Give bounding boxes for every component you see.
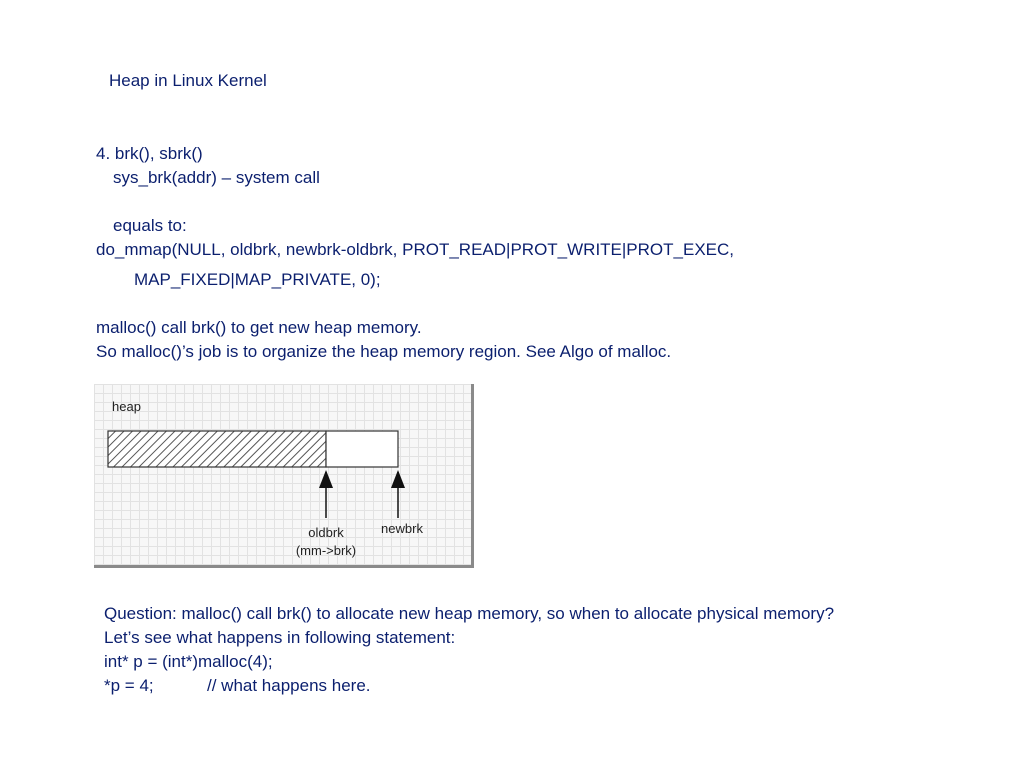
heap-brk-svg: [94, 384, 474, 568]
slide-title: Heap in Linux Kernel: [109, 71, 267, 90]
code-line-malloc: int* p = (int*)malloc(4);: [104, 652, 273, 671]
heap-label: heap: [112, 399, 141, 414]
code-line-assign: *p = 4;: [104, 676, 154, 695]
oldbrk-arrow-head: [319, 470, 333, 488]
mmap-line-1: do_mmap(NULL, oldbrk, newbrk-oldbrk, PROT_READ|PROT_WRITE|PROT_EXEC,: [96, 240, 735, 259]
heap-brk-diagram: [94, 384, 474, 568]
oldbrk-label: oldbrk: [308, 525, 344, 540]
malloc-line-2: So malloc()’s job is to organize the heap memory region. See Algo of malloc.: [96, 342, 672, 361]
question-line-1: Question: malloc() call brk() to allocate new heap memory, so when to allocate physical memory?: [104, 604, 835, 623]
newbrk-label: newbrk: [381, 521, 423, 536]
question-line-2: Let’s see what happens in following statement:: [104, 628, 456, 647]
oldbrk-sublabel: (mm->brk): [295, 543, 357, 558]
newbrk-arrow-head: [391, 470, 405, 488]
code-comment: // what happens here.: [207, 676, 371, 695]
new-heap-region: [326, 431, 398, 467]
malloc-line-1: malloc() call brk() to get new heap memory.: [96, 318, 422, 337]
syscall-line: sys_brk(addr) – system call: [113, 168, 320, 187]
mmap-line-2: MAP_FIXED|MAP_PRIVATE, 0);: [134, 270, 381, 289]
section-heading: 4. brk(), sbrk(): [96, 144, 203, 163]
equals-line: equals to:: [113, 216, 187, 235]
allocated-heap-region: [108, 431, 326, 467]
